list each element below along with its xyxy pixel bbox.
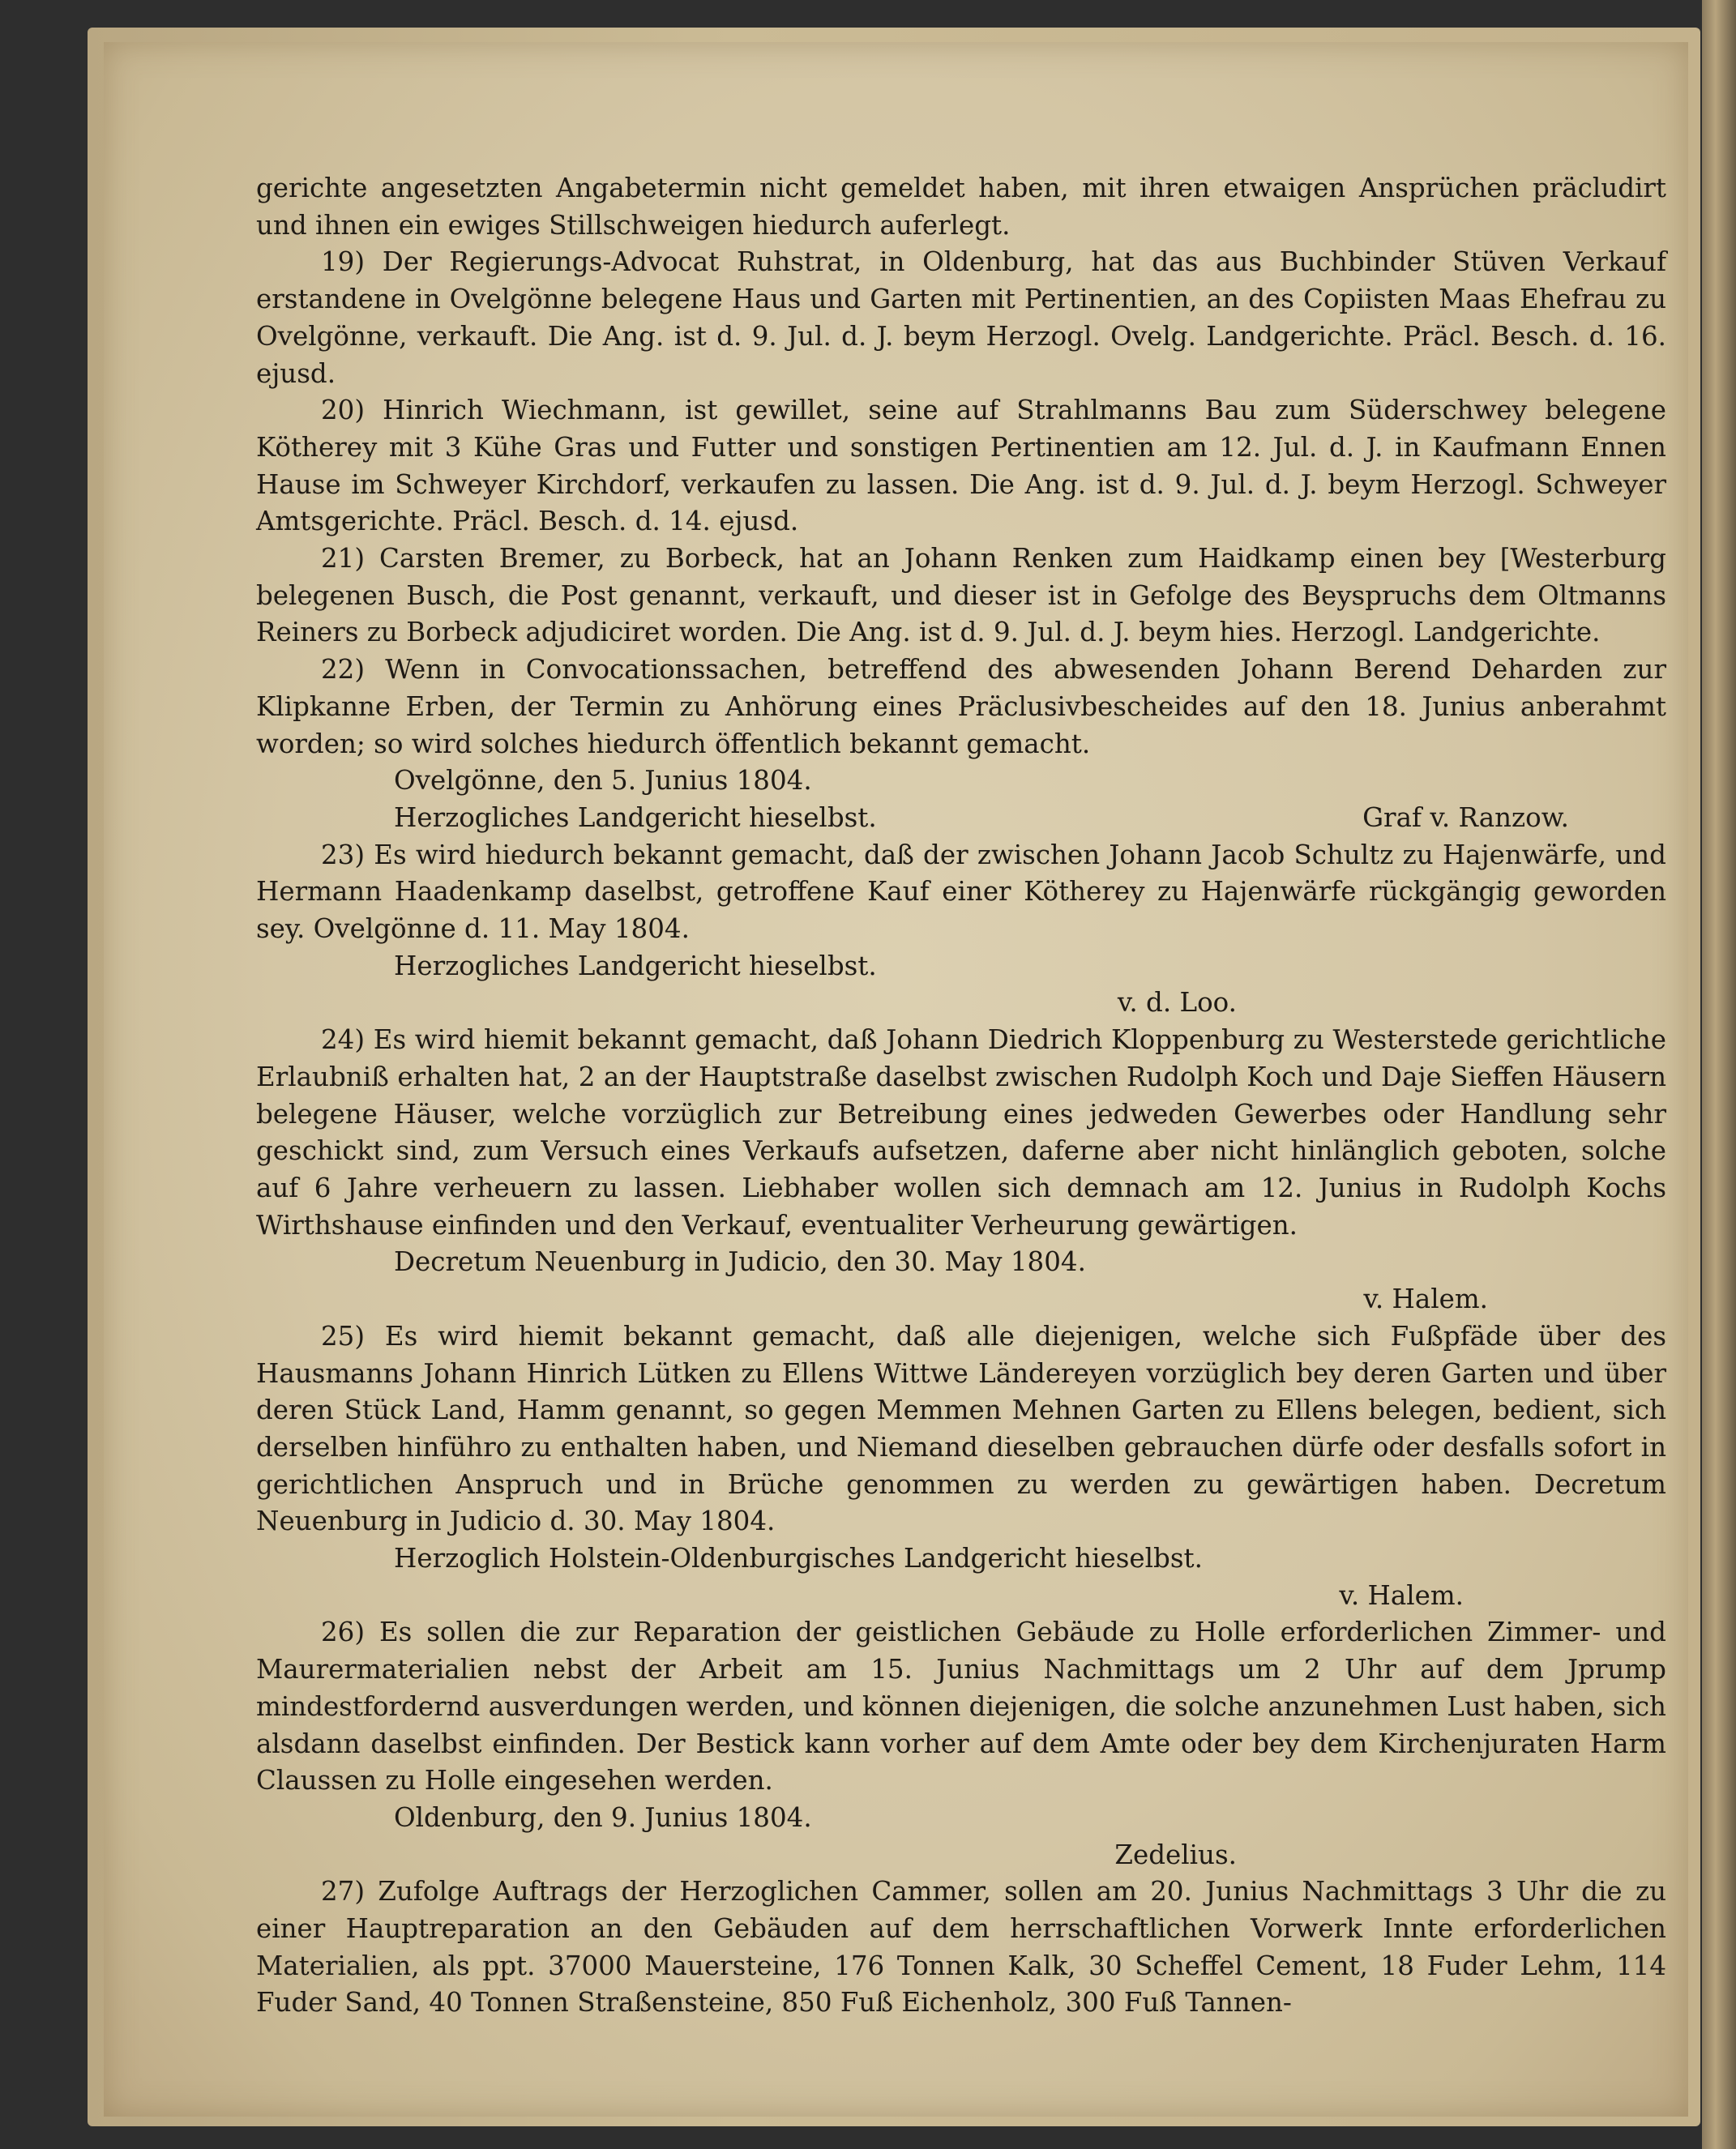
paragraph-20: 20) Hinrich Wiechmann, ist gewillet, seine auf Strahlmanns Bau zum Süderschwey belegene Kötherey mit 3 Kühe Gras und Futter und sonstigen Pertinentien am 12. Jul. d. J. in Kaufmann Ennen Hause im Schweyer Kirchdorf, verkaufen zu lassen. Die Ang. ist d. 9. Jul. d. J. beym Herzogl. Schweyer Amtsgerichte. Präcl. Besch. d. 14. ejusd. [256, 395, 1666, 537]
signature-23: v. d. Loo. [1117, 987, 1237, 1019]
paragraph-27: 27) Zufolge Auftrags der Herzoglichen Cammer, sollen am 20. Junius Nachmittags 3 Uhr die zu einer Hauptreparation an den Gebäuden auf dem herrschaftlichen Vorwerk Innte erforderlichen Materialien, als ppt. 37000 Mauersteine, 176 Tonnen Kalk, 30 Scheffel Cement, 18 Fuder Lehm, 114 Fuder Sand, 40 Tonnen Straßensteine, 850 Fuß Eichenholz, 300 Fuß Tannen- [256, 1876, 1666, 2019]
paragraph-24: 24) Es wird hiemit bekannt gemacht, daß Johann Diedrich Kloppenburg zu Westerstede gerichtliche Erlaubniß erhalten hat, 2 an der Hauptstraße daselbst zwischen Rudolph Koch und Daje Sieffen Häusern belegene Häuser, welche vorzüglich zur Betreibung eines jedweden Gewerbes oder Handlung sehr geschickt sind, zum Versuch eines Verkaufs aufsetzen, daferne aber nicht hinlänglich geboten, solche auf 6 Jahre verheuern zu lassen. Liebhaber wollen sich demnach am 12. Junius in Rudolph Kochs Wirthshause einfinden und den Verkauf, eventualiter Verheurung gewärtigen. [256, 1024, 1666, 1241]
dateline-22: Ovelgönne, den 5. Junius 1804. [394, 765, 812, 797]
paragraph-intro: gerichte angesetzten Angabetermin nicht gemeldet haben, mit ihren etwaigen Ansprüchen präcludirt und ihnen ein ewiges Stillschweigen hiedurch auferlegt. [256, 173, 1666, 241]
paragraph-25: 25) Es wird hiemit bekannt gemacht, daß alle diejenigen, welche sich Fußpfäde über des Hausmanns Johann Hinrich Lütken zu Ellens Wittwe Ländereyen vorzüglich bey deren Garten und über deren Stück Land, Hamm genannt, so gegen Memmen Mehnen Garten zu Ellens belegen, bedient, sich derselben hinführo zu enthalten haben, und Niemand dieselben gebrauchen dürfe oder desfalls sofort in gerichtlichen Anspruch und in Brüche genommen zu werden zu gewärtigen haben. Decretum Neuenburg in Judicio d. 30. May 1804. [256, 1320, 1666, 1537]
signature-22: Graf v. Ranzow. [1362, 801, 1569, 833]
binding-strip [1702, 0, 1736, 2149]
paragraph-23: 23) Es wird hiedurch bekannt gemacht, daß der zwischen Johann Jacob Schultz zu Hajenwärfe, und Hermann Haadenkamp daselbst, getroffene Kauf einer Kötherey zu Hajenwärfe rückgängig geworden sey. Ovelgönne d. 11. May 1804. [256, 839, 1666, 945]
court-name-22: Herzogliches Landgericht hieselbst. [394, 801, 877, 833]
signature-24: v. Halem. [1363, 1284, 1488, 1315]
signature-25: v. Halem. [1339, 1579, 1464, 1611]
paragraph-21: 21) Carsten Bremer, zu Borbeck, hat an Johann Renken zum Haidkamp einen bey [Westerburg belegenen Busch, die Post genannt, verkauft, und dieser ist in Gefolge des Beyspruchs dem Oltmanns Reiners zu Borbeck adjudiciret worden. Die Ang. ist d. 9. Jul. d. J. beym hies. Herzogl. Landgerichte. [256, 543, 1666, 648]
dateline-26: Oldenburg, den 9. Junius 1804. [394, 1801, 812, 1833]
paragraph-22: 22) Wenn in Convocationssachen, betreffend des abwesenden Johann Berend Deharden zur Klipkanne Erben, der Termin zu Anhörung eines Präclusivbescheides auf den 18. Junius anberahmt worden; so wird solches hiedurch öffentlich bekannt gemacht. [256, 654, 1666, 759]
paragraph-19: 19) Der Regierungs-Advocat Ruhstrat, in Oldenburg, hat das aus Buchbinder Stüven Verkauf erstandene in Ovelgönne belegene Haus und Garten mit Pertinentien, an des Copiisten Maas Ehefrau zu Ovelgönne, verkauft. Die Ang. ist d. 9. Jul. d. J. beym Herzogl. Ovelg. Landgerichte. Präcl. Besch. d. 16. ejusd. [256, 246, 1666, 389]
court-name-25: Herzoglich Holstein-Oldenburgisches Landgericht hieselbst. [394, 1543, 1203, 1574]
signature-26: Zedelius. [1114, 1839, 1237, 1870]
court-name-23: Herzogliches Landgericht hieselbst. [394, 950, 877, 981]
decree-24: Decretum Neuenburg in Judicio, den 30. May 1804. [394, 1246, 1086, 1278]
document-text [256, 170, 1666, 2022]
court-signature-row-22 [256, 800, 1666, 837]
paragraph-26: 26) Es sollen die zur Reparation der geistlichen Gebäude zu Holle erforderlichen Zimmer- und Maurermaterialien nebst der Arbeit am 15. Junius Nachmittags um 2 Uhr auf dem Jprump mindestfordernd ausverdungen werden, und können diejenigen, die solche anzunehmen Lust haben, sich alsdann daselbst einfinden. Der Bestick kann vorher auf dem Amte oder bey dem Kirchenjuraten Harm Claussen zu Holle eingesehen werden. [256, 1617, 1666, 1797]
